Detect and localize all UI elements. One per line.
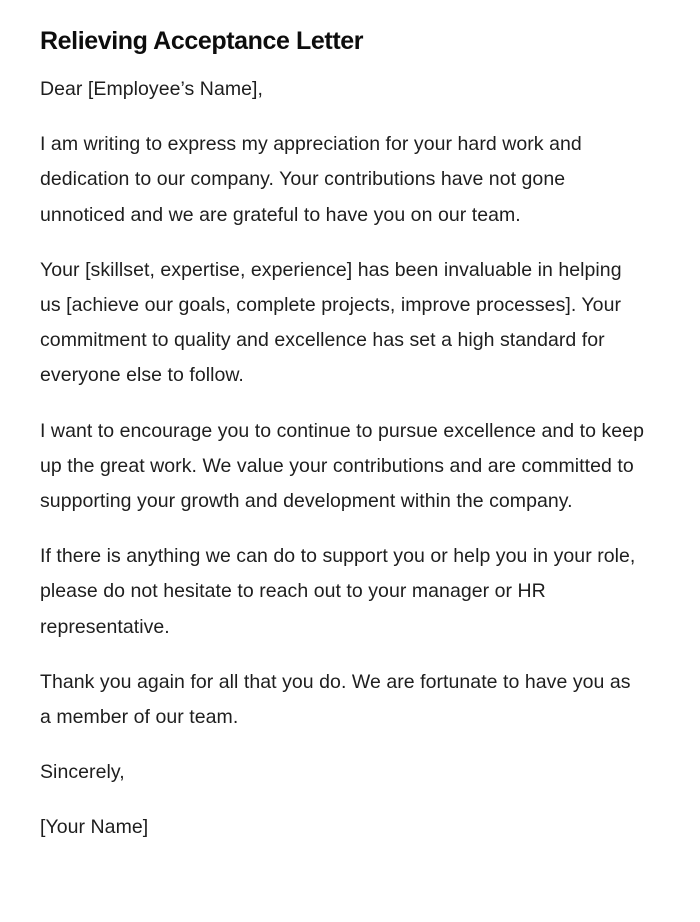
letter-signature: [Your Name] bbox=[40, 816, 149, 839]
letter-paragraph-4: If there is anything we can do to support you or help you in your role, please do not hesitate to reach out to your manager or HR representative. bbox=[40, 545, 636, 638]
letter-paragraph-5: Thank you again for all that you do. We are fortunate to have you as a member of our team. bbox=[40, 670, 631, 729]
letter-document bbox=[40, 24, 645, 866]
letter-paragraph-1: I am writing to express my appreciation for your hard work and dedication to our company. Your contributions have not gone unnoticed and we are grateful to have you on our team. bbox=[40, 133, 582, 226]
letter-paragraph-3: I want to encourage you to continue to pursue excellence and to keep up the great work. We value your contributions and are committed to supporting your growth and development within the company. bbox=[40, 419, 644, 513]
letter-title: Relieving Acceptance Letter bbox=[40, 27, 364, 55]
letter-greeting: Dear [Employee’s Name], bbox=[40, 78, 263, 100]
letter-paragraph-2: Your [skillset, expertise, experience] has been invaluable in helping us [achieve our goals, complete projects, improve processes]. Your commitment to quality and excellence has set a high standard for everyone else to follow. bbox=[40, 258, 622, 387]
letter-closing: Sincerely, bbox=[40, 761, 125, 784]
